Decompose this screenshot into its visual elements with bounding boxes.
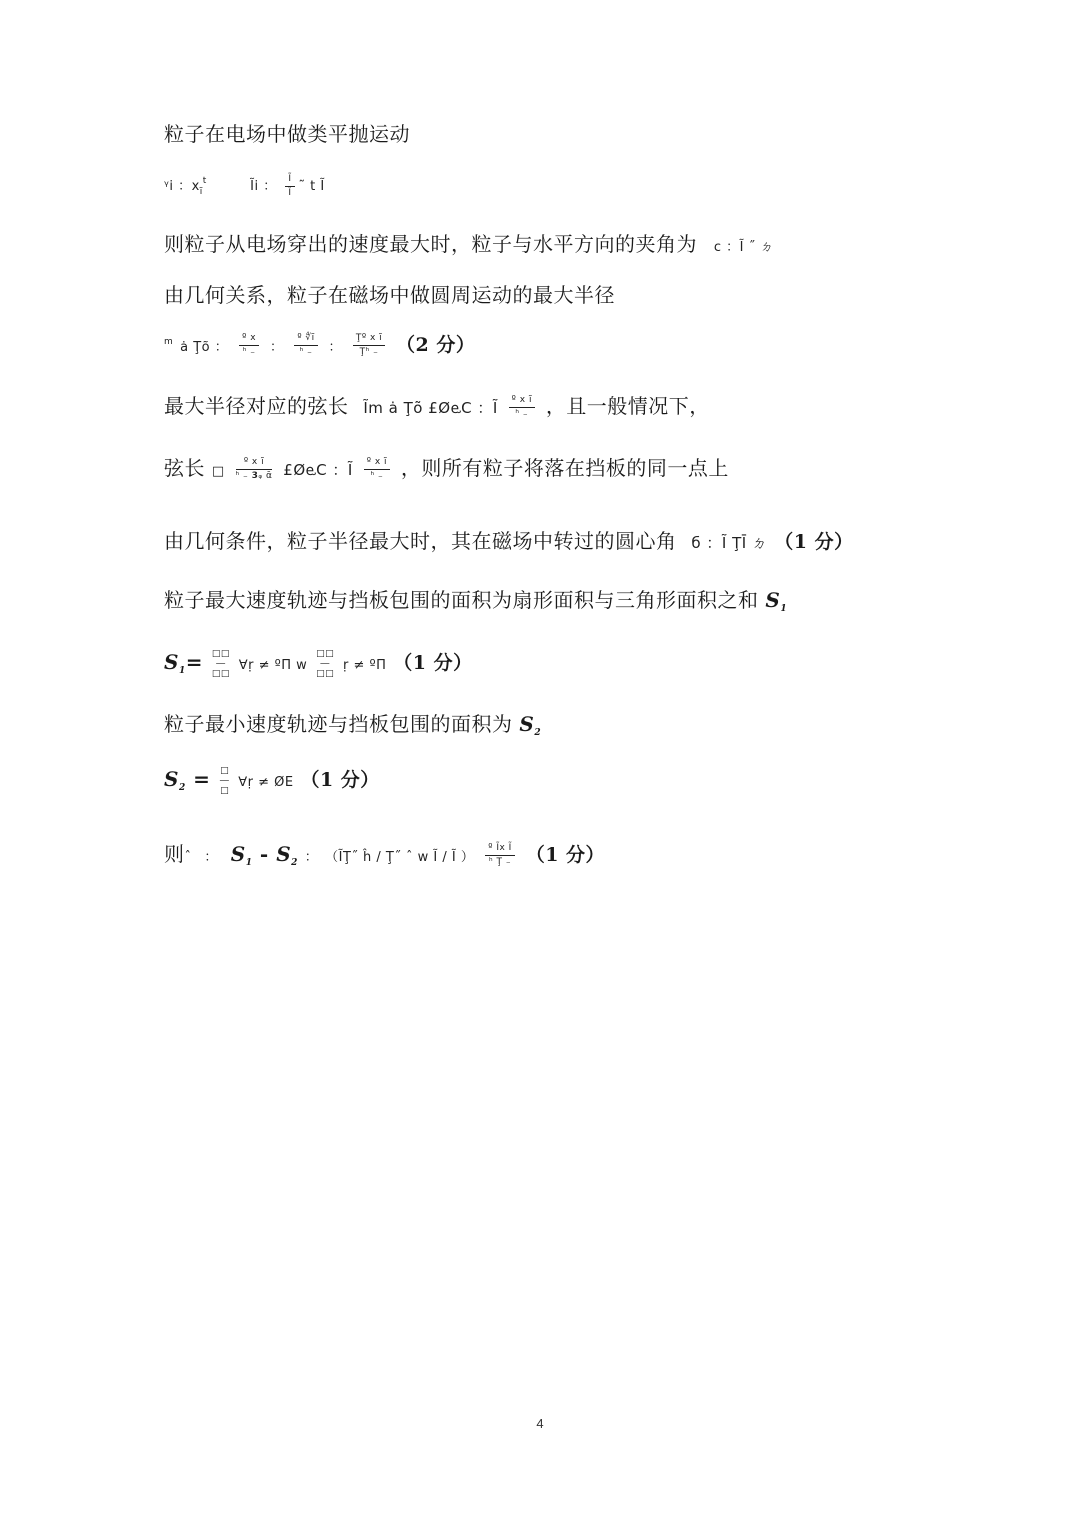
minus-sign: - [252,842,277,866]
paragraph-5 [164,452,729,482]
formula-mark: ˆ [184,850,192,865]
formula-line-result [164,838,605,868]
equals-sign: = [185,650,203,674]
text-geometry: 由几何关系，粒子在磁场中做圆周运动的最大半径 [164,283,615,307]
symbol-s2-sub: 2 [534,728,542,738]
symbol-s2-eq-sub: 2 [178,783,186,793]
score-2: （2 分） [396,334,476,356]
text-chord: 最大半径对应的弦长 [164,394,349,418]
score-1a: （1 分） [774,531,854,553]
formula-result-sep: ： [204,850,218,865]
symbol-s1-eq-sub: 1 [178,666,186,676]
paragraph-7 [164,584,787,614]
formula-result: （ĨŢ˝ ĥ / Ţ˝ ˆ w Ĩ / Ĩ ） [325,850,475,865]
formula-result-frac: $\frac{\text{º Ĩx Ĩ}}{\text{ʰ Ţ ₋}}$ [485,843,515,868]
paragraph-8 [164,708,541,738]
text-area-min: 粒子最小速度轨迹与挡板包围的面积为 [164,712,513,736]
fraction-boxes-2: □□ ― □□ [316,648,335,679]
formula-x-sup: t [202,176,207,186]
fraction-boxes-3: □ ― □ [219,765,230,796]
text-chord-tail: ，且一般情况下， [545,394,710,418]
score-1c: （1 分） [300,769,380,791]
formula-x: ᵞi ：x [164,179,200,194]
formula-x-sub: ĩ [199,187,203,197]
page-number: 4 [536,1416,544,1431]
text-chord-2: 弦长 [164,456,205,480]
formula-line-1 [164,174,325,199]
formula-y: Ĩi ： [250,179,277,194]
symbol-s2-result-sub: 2 [291,858,298,868]
symbol-s1-sub: 1 [780,604,788,614]
formula-y-frac: $\frac{Ĩ}{Ĩ}$ [285,174,294,199]
symbol-s2: S [519,712,535,736]
text-electric-field: 粒子在电场中做类平抛运动 [164,122,410,146]
formula-rm: ȧ Ţõ ： [180,340,229,355]
text-then: 则 [164,842,185,866]
formula-s1: ∀ṛ ≠ ºΠ w [238,658,308,673]
symbol-s1-result-sub: 1 [245,858,253,868]
formula-frac-3: $\frac{\text{Ţº x ĩ}}{\text{Ţʰ ₋}}$ [353,333,385,358]
formula-chord2: £ØⱸC ：Ĩ [283,461,353,479]
text-max-speed: 则粒子从电场穿出的速度最大时，粒子与水平方向的夹角为 [164,232,697,256]
formula-chord2-frac: $\frac{\text{º x ĩ}}{\text{ʰ ₋ 𝟯ᵩ ᾱ}}$ [235,457,273,481]
equals-sign-2: = [185,767,218,791]
text-angle: 由几何条件，粒子半径最大时，其在磁场中转过的圆心角 [164,529,677,553]
formula-s1-2: ṛ ≠ ºΠ [343,658,387,673]
paragraph-3 [164,279,615,308]
formula-chord: Ĩm ȧ Ţõ £ØⱸC ：Ĩ [363,399,498,417]
formula-angle: c ：Ĩ ˝ ㄉ [713,240,774,255]
paragraph-4 [164,390,710,420]
score-1d: （1 分） [525,844,606,866]
formula-chord2-frac-2: $\frac{\text{º x ĩ}}{\text{ʰ ₋}}$ [364,457,390,482]
formula-line-2 [164,330,475,358]
formula-line-s1 [164,648,473,679]
formula-frac-1: $\frac{\text{º x}}{\text{ʰ ₋}}$ [239,333,259,358]
formula-rm-sup: m [164,337,174,347]
formula-s2: ∀ṛ ≠ ØE [238,775,294,790]
formula-sep: ： [269,340,284,355]
formula-frac-2: $\frac{\text{º ∜ĩ}}{\text{ʰ ₋}}$ [294,333,317,358]
formula-center-angle: б ：Ĩ ŢĪ ㄉ [691,534,768,552]
formula-y-tail: ˜ t Ĩ [298,179,325,194]
paragraph-2 [164,228,774,257]
symbol-s1-eq: S [164,650,179,674]
formula-result-colon: ： [304,850,319,865]
formula-box: □ [211,464,225,479]
symbol-s1-result: S [230,842,246,866]
fraction-boxes: □□ ― □□ [211,648,230,679]
paragraph-6 [164,525,854,554]
symbol-s2-eq: S [164,767,179,791]
symbol-s1: S [765,588,781,612]
formula-chord-frac: $\frac{\text{º x ĩ}}{\text{ʰ ₋}}$ [509,395,535,420]
text-area-max: 粒子最大速度轨迹与挡板包围的面积为扇形面积与三角形面积之和 [164,588,759,612]
paragraph-1 [164,118,410,147]
text-chord2-tail: ，则所有粒子将落在挡板的同一点上 [400,456,729,480]
symbol-s2-result: S [276,842,292,866]
score-1b: （1 分） [393,652,473,674]
formula-line-s2 [164,765,380,796]
formula-sep-2: ： [328,340,343,355]
